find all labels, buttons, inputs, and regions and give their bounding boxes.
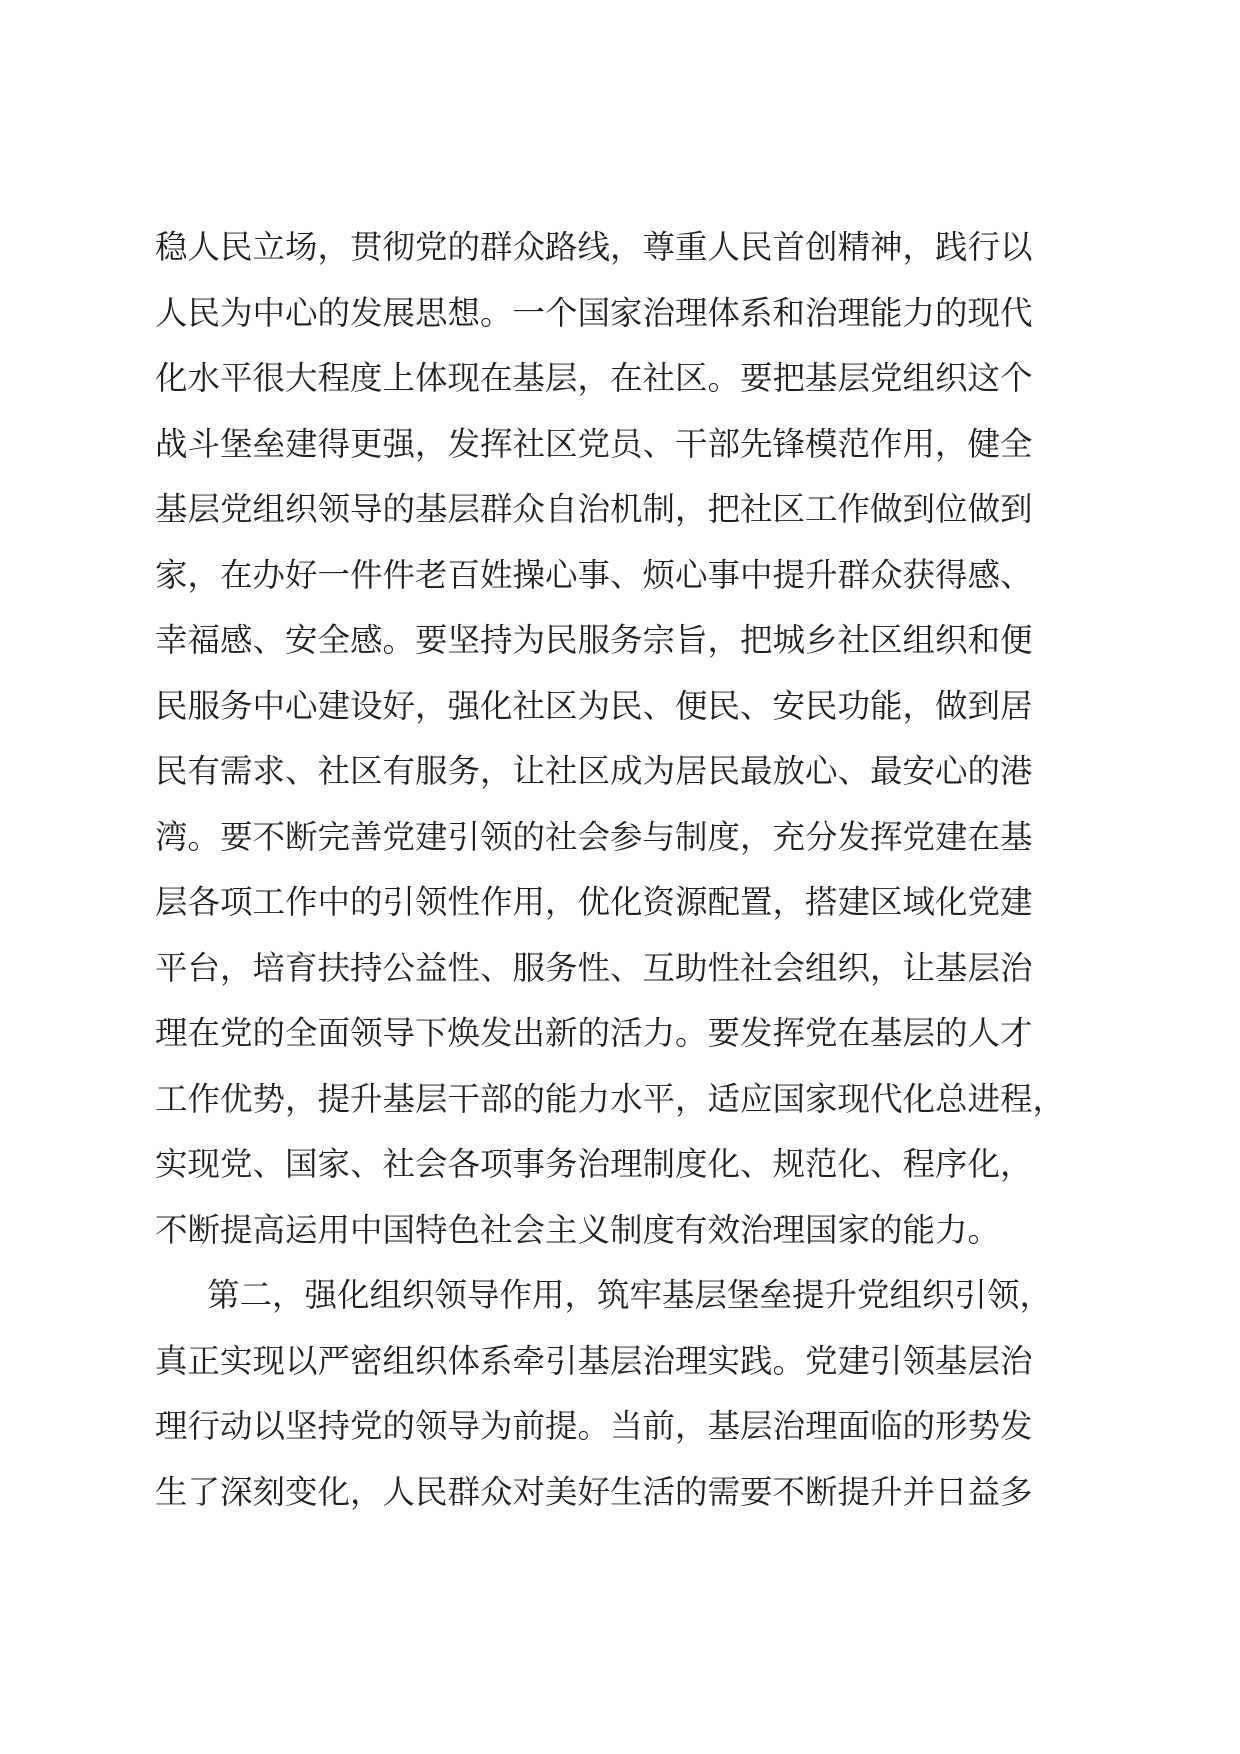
text-line: 真正实现以严密组织体系牵引基层治理实践。党建引领基层治 xyxy=(155,1341,1033,1380)
text-line: 理在党的全面领导下焕发出新的活力。要发挥党在基层的人才 xyxy=(155,1014,1033,1052)
text-line: 实现党、国家、社会各项事务治理制度化、规范化、程序化， xyxy=(155,1145,1033,1183)
text-line: 民服务中心建设好，强化社区为民、便民、安民功能，做到居 xyxy=(155,686,1033,725)
text-line: 理行动以坚持党的领导为前提。当前，基层治理面临的形势发 xyxy=(155,1407,1033,1445)
text-line: 层各项工作中的引领性作用，优化资源配置，搭建区域化党建 xyxy=(155,883,1033,921)
text-line: 不断提高运用中国特色社会主义制度有效治理国家的能力。 xyxy=(155,1210,1001,1249)
text-line: 基层党组织领导的基层群众自治机制，把社区工作做到位做到 xyxy=(155,490,1033,528)
text-line: 人民为中心的发展思想。一个国家治理体系和治理能力的现代 xyxy=(155,293,1033,332)
paragraph-start-line: 第二，强化组织领导作用，筑牢基层堡垒提升党组织引领， xyxy=(207,1276,1053,1314)
text-line: 幸福感、安全感。要坚持为民服务宗旨，把城乡社区组织和便 xyxy=(155,621,1033,659)
text-line: 工作优势，提升基层干部的能力水平，适应国家现代化总进程， xyxy=(155,1079,1066,1118)
text-line: 稳人民立场，贯彻党的群众路线，尊重人民首创精神，践行以 xyxy=(155,228,1033,266)
text-line: 平台，培育扶持公益性、服务性、互助性社会组织，让基层治 xyxy=(155,948,1033,987)
text-line: 战斗堡垒建得更强，发挥社区党员、干部先锋模范作用，健全 xyxy=(155,424,1033,463)
text-line: 生了深刻变化，人民群众对美好生活的需要不断提升并日益多 xyxy=(155,1472,1033,1511)
text-line: 化水平很大程度上体现在基层，在社区。要把基层党组织这个 xyxy=(155,359,1033,397)
text-line: 湾。要不断完善党建引领的社会参与制度，充分发挥党建在基 xyxy=(155,817,1033,856)
body-text xyxy=(155,215,1090,1525)
text-line: 家，在办好一件件老百姓操心事、烦心事中提升群众获得感、 xyxy=(155,555,1033,594)
text-line: 民有需求、社区有服务，让社区成为居民最放心、最安心的港 xyxy=(155,752,1033,790)
